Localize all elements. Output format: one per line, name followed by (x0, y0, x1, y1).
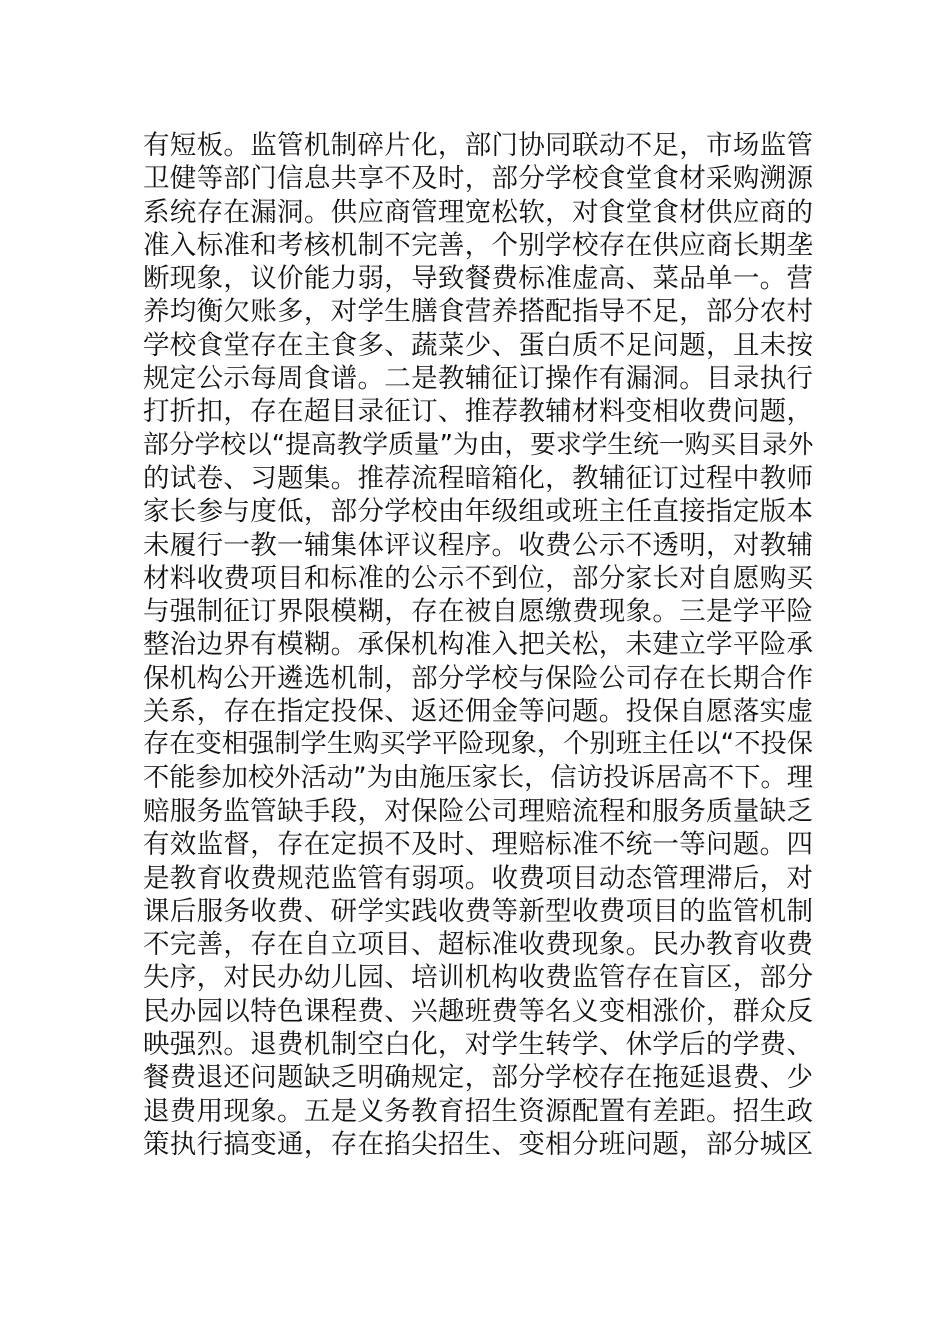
text-line: 材料收费项目和标准的公示不到位，部分家长对自愿购买 (143, 562, 813, 594)
text-line: 关系，存在指定投保、返还佣金等问题。投保自愿落实虚 (143, 696, 813, 728)
text-line: 民办园以特色课程费、兴趣班费等名义变相涨价，群众反 (143, 995, 813, 1027)
text-line: 策执行搞变通，存在掐尖招生、变相分班问题，部分城区 (143, 1128, 813, 1160)
text-line: 的试卷、习题集。推荐流程暗箱化，教辅征订过程中教师 (143, 462, 813, 494)
text-line: 退费用现象。五是义务教育招生资源配置有差距。招生政 (143, 1095, 813, 1127)
text-line: 保机构公开遴选机制，部分学校与保险公司存在长期合作 (143, 662, 813, 694)
text-line: 不能参加校外活动”为由施压家长，信访投诉居高不下。理 (143, 762, 813, 793)
text-line: 与强制征订界限模糊，存在被自愿缴费现象。三是学平险 (143, 596, 813, 628)
text-line: 课后服务收费、研学实践收费等新型收费项目的监管机制 (143, 895, 813, 927)
text-line: 整治边界有模糊。承保机构准入把关松，未建立学平险承 (143, 629, 813, 661)
text-line: 有效监督，存在定损不及时、理赔标准不统一等问题。四 (143, 829, 813, 861)
text-line: 存在变相强制学生购买学平险现象，个别班主任以“不投保 (143, 729, 813, 760)
text-line: 不完善，存在自立项目、超标准收费现象。民办教育收费 (143, 929, 813, 961)
text-line: 学校食堂存在主食多、蔬菜少、蛋白质不足问题，且未按 (143, 329, 813, 361)
text-line: 是教育收费规范监管有弱项。收费项目动态管理滞后，对 (143, 862, 813, 894)
text-line: 养均衡欠账多，对学生膳食营养搭配指导不足，部分农村 (143, 296, 813, 328)
text-line: 餐费退还问题缺乏明确规定，部分学校存在拖延退费、少 (143, 1062, 813, 1094)
text-line: 系统存在漏洞。供应商管理宽松软，对食堂食材供应商的 (143, 196, 813, 228)
text-line: 打折扣，存在超目录征订、推荐教辅材料变相收费问题， (143, 396, 813, 428)
text-line: 赔服务监管缺手段，对保险公司理赔流程和服务质量缺乏 (143, 795, 813, 827)
text-line: 卫健等部门信息共享不及时，部分学校食堂食材采购溯源 (143, 163, 813, 195)
text-line: 规定公示每周食谱。二是教辅征订操作有漏洞。目录执行 (143, 363, 813, 395)
body-text (143, 129, 813, 1161)
text-line: 家长参与度低，部分学校由年级组或班主任直接指定版本 (143, 496, 813, 528)
text-line: 部分学校以“提高教学质量”为由，要求学生统一购买目录外 (143, 429, 814, 460)
text-line: 映强烈。退费机制空白化，对学生转学、休学后的学费、 (143, 1029, 813, 1061)
text-line: 未履行一教一辅集体评议程序。收费公示不透明，对教辅 (143, 529, 813, 561)
text-line: 有短板。监管机制碎片化，部门协同联动不足，市场监管 (143, 130, 813, 161)
text-line: 断现象，议价能力弱，导致餐费标准虚高、菜品单一。营 (143, 263, 813, 295)
text-line: 准入标准和考核机制不完善，个别学校存在供应商长期垄 (143, 229, 813, 261)
text-line: 失序，对民办幼儿园、培训机构收费监管存在盲区，部分 (143, 962, 813, 994)
